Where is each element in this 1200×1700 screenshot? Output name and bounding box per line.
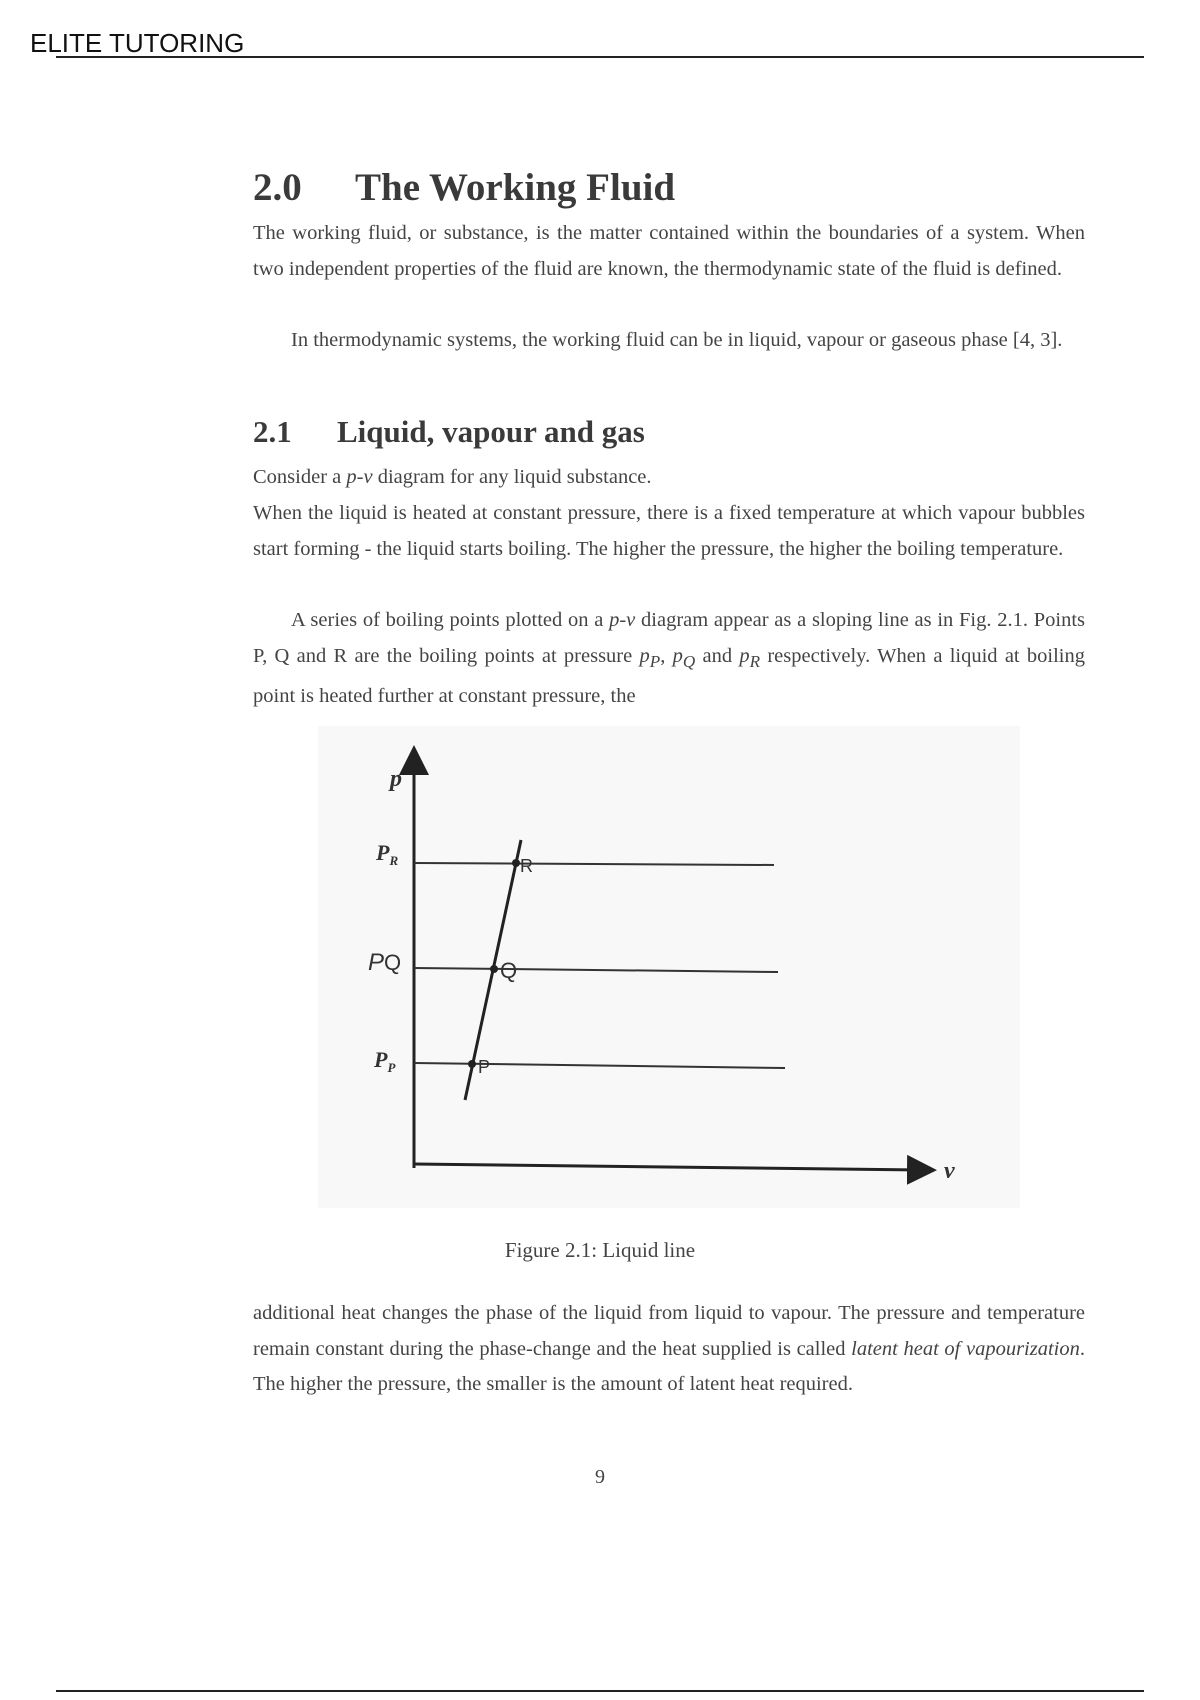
y-axis-label: p (390, 766, 402, 792)
section-title: The Working Fluid (355, 166, 676, 209)
paragraph-boiling-points: A series of boiling points plotted on a p-v diagram appear as a sloping line as in Fig. 2.1. Points P, Q and R are the boiling points at pressure $p_P$, $p_Q$ and $p_R$ respectively. When a liquid at boiling point is heated further at constant pressure, the (253, 609, 1086, 708)
figure-liquid-line (318, 726, 1020, 1208)
header-title: ELITE TUTORING (30, 28, 245, 58)
paragraph-heating: When the liquid is heated at constant pressure, there is a fixed temperature at which vapour bubbles start forming - the liquid starts boiling. The higher the pressure, the higher the boiling temperature. (253, 502, 1085, 560)
subsection-heading (253, 414, 645, 450)
pv-term: p-v (346, 466, 373, 488)
label-p-r: $P_R$ (376, 840, 399, 868)
section-number: 2.0 (253, 166, 302, 209)
isobar-r (414, 863, 774, 865)
paragraph-latent-heat: additional heat changes the phase of the liquid from liquid to vapour. The pressure and temperature remain constant during the phase-change and the heat supplied is called latent heat of vapourization. The higher the pressure, the smaller is the amount of latent heat required. (253, 1302, 1085, 1395)
point-p-marker (468, 1060, 476, 1068)
paragraph-working-fluid-definition: The working fluid, or substance, is the matter contained within the boundaries of a system. When two independent properties of the fluid are known, the thermodynamic state of the fluid is defined. (253, 222, 1085, 280)
label-p-q: PQ (368, 949, 402, 976)
label-p-p: $P_P$ (374, 1047, 396, 1075)
section-heading (253, 165, 675, 210)
point-q-label: Q (500, 958, 518, 983)
latent-heat-term: latent heat of vapourization (851, 1337, 1080, 1360)
x-axis-label: v (944, 1158, 955, 1184)
subsection-title: Liquid, vapour and gas (337, 414, 645, 449)
pv-diagram (318, 726, 1020, 1208)
isobar-q (414, 968, 778, 972)
page-number: 9 (595, 1466, 605, 1488)
header-rule (56, 56, 1144, 58)
point-r-label: R (520, 856, 533, 876)
point-q-marker (490, 965, 498, 973)
paragraph-consider-diagram: Consider a p-v diagram for any liquid substance. (253, 466, 652, 488)
subsection-number: 2.1 (253, 414, 292, 449)
paragraph-phases: In thermodynamic systems, the working fluid can be in liquid, vapour or gaseous phase [4, 3]. (291, 329, 1063, 351)
point-r-marker (512, 859, 520, 867)
point-p-label: P (478, 1057, 491, 1077)
figure-caption: Figure 2.1: Liquid line (504, 1238, 696, 1262)
x-axis (414, 1164, 922, 1170)
footer-rule (56, 1690, 1144, 1692)
pv-term: p-v (609, 609, 636, 631)
